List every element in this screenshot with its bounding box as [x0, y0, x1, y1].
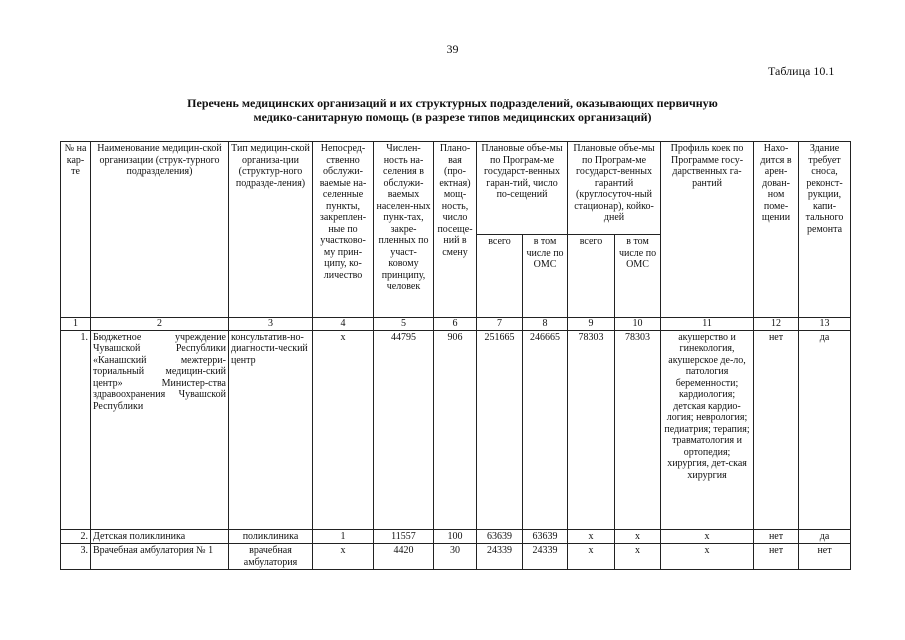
- header-population: Числен-ность на-селения в обслужи-ваемых населен-ных пунк-тах, закре-пленных по участ-ковому принципу, человек: [374, 142, 434, 318]
- header-settlements: Непосред-ственно обслужи-ваемые на-селенные пункты, закреплен-ные по участково-му прин-ципу, ко-личество: [313, 142, 374, 318]
- row-repair: да: [799, 330, 851, 529]
- header-capacity: Плано-вая (про-ектная) мощ-ность, число посеще-ний в смену: [434, 142, 477, 318]
- header-visits: Плановые объе-мы по Програм-ме государст-венных гаран-тий, число по-сещений: [477, 142, 568, 235]
- colnum: 3: [229, 318, 313, 331]
- row-capacity: 906: [434, 330, 477, 529]
- row-beds-oms: х: [615, 544, 661, 570]
- row-visits-oms: 246665: [523, 330, 568, 529]
- header-type: Тип медицин-ской организа-ции (структур-ного подразде-ления): [229, 142, 313, 318]
- row-capacity: 30: [434, 544, 477, 570]
- colnum: 11: [661, 318, 754, 331]
- row-beds-total: х: [568, 529, 615, 544]
- row-beds-total: 78303: [568, 330, 615, 529]
- header-beds: Плановые объе-мы по Програм-ме государст-венных гарантий (круглосуточ-ный стационар), койко-дней: [568, 142, 661, 235]
- header-visits-total: всего: [477, 235, 523, 318]
- row-profile: акушерство и гинекология, акушерское де-ло, патология беременности; кардиология; детская кардио-логия; неврология; педиатрия; терапия; травматология и ортопедия; хирургия, дет-ская хирургия: [661, 330, 754, 529]
- table-row: [61, 330, 851, 529]
- row-population: 11557: [374, 529, 434, 544]
- row-repair: нет: [799, 544, 851, 570]
- table-row: [61, 529, 851, 544]
- row-settlements: 1: [313, 529, 374, 544]
- colnum: 13: [799, 318, 851, 331]
- table-row: [61, 544, 851, 570]
- header-repair: Здание требует сноса, реконст-рукции, капи-тального ремонта: [799, 142, 851, 318]
- row-population: 44795: [374, 330, 434, 529]
- row-rented: нет: [754, 330, 799, 529]
- document-title: [60, 96, 845, 124]
- table-label: Таблица 10.1: [768, 64, 835, 78]
- colnum: 4: [313, 318, 374, 331]
- row-num: 2.: [61, 529, 91, 544]
- colnum: 2: [91, 318, 229, 331]
- header-rented: Нахо-дится в арен-дован-ном поме-щении: [754, 142, 799, 318]
- row-beds-oms: х: [615, 529, 661, 544]
- header-num: № на кар-те: [61, 142, 91, 318]
- row-type: поликлиника: [229, 529, 313, 544]
- row-type: консультатив-но-диагности-ческий центр: [229, 330, 313, 529]
- row-profile: х: [661, 544, 754, 570]
- row-population: 4420: [374, 544, 434, 570]
- row-capacity: 100: [434, 529, 477, 544]
- row-visits-oms: 63639: [523, 529, 568, 544]
- row-visits-total: 63639: [477, 529, 523, 544]
- header-visits-oms: в том числе по ОМС: [523, 235, 568, 318]
- header-row: [61, 142, 851, 235]
- row-beds-total: х: [568, 544, 615, 570]
- row-name: Детская поликлиника: [91, 529, 229, 544]
- row-num: 3.: [61, 544, 91, 570]
- colnum: 10: [615, 318, 661, 331]
- row-visits-oms: 24339: [523, 544, 568, 570]
- row-num: 1.: [61, 330, 91, 529]
- page-number: 39: [446, 42, 459, 56]
- header-name: Наименование медицин-ской организации (струк-турного подразделения): [91, 142, 229, 318]
- row-visits-total: 251665: [477, 330, 523, 529]
- title-line-1: Перечень медицинских организаций и их структурных подразделений, оказывающих первичную: [187, 96, 718, 110]
- row-repair: да: [799, 529, 851, 544]
- colnum: 6: [434, 318, 477, 331]
- row-rented: нет: [754, 544, 799, 570]
- row-name: Врачебная амбулатория № 1: [91, 544, 229, 570]
- row-settlements: х: [313, 544, 374, 570]
- row-settlements: х: [313, 330, 374, 529]
- row-type: врачебная амбулатория: [229, 544, 313, 570]
- colnum: 1: [61, 318, 91, 331]
- row-name: Бюджетное учреждение Чувашской Республики «Канашский межтерри-ториальный медицин-ский центр» Министер-ства здравоохранения Чувашской Республики: [91, 330, 229, 529]
- colnum: 5: [374, 318, 434, 331]
- row-beds-oms: 78303: [615, 330, 661, 529]
- colnum: 12: [754, 318, 799, 331]
- organizations-table: [60, 141, 851, 570]
- row-profile: х: [661, 529, 754, 544]
- column-numbers-row: [61, 318, 851, 331]
- header-beds-total: всего: [568, 235, 615, 318]
- colnum: 7: [477, 318, 523, 331]
- row-rented: нет: [754, 529, 799, 544]
- row-visits-total: 24339: [477, 544, 523, 570]
- colnum: 9: [568, 318, 615, 331]
- colnum: 8: [523, 318, 568, 331]
- header-profile: Профиль коек по Программе госу-дарственных га-рантий: [661, 142, 754, 318]
- title-line-2: медико-санитарную помощь (в разрезе типов медицинских организаций): [253, 110, 652, 124]
- header-beds-oms: в том числе по ОМС: [615, 235, 661, 318]
